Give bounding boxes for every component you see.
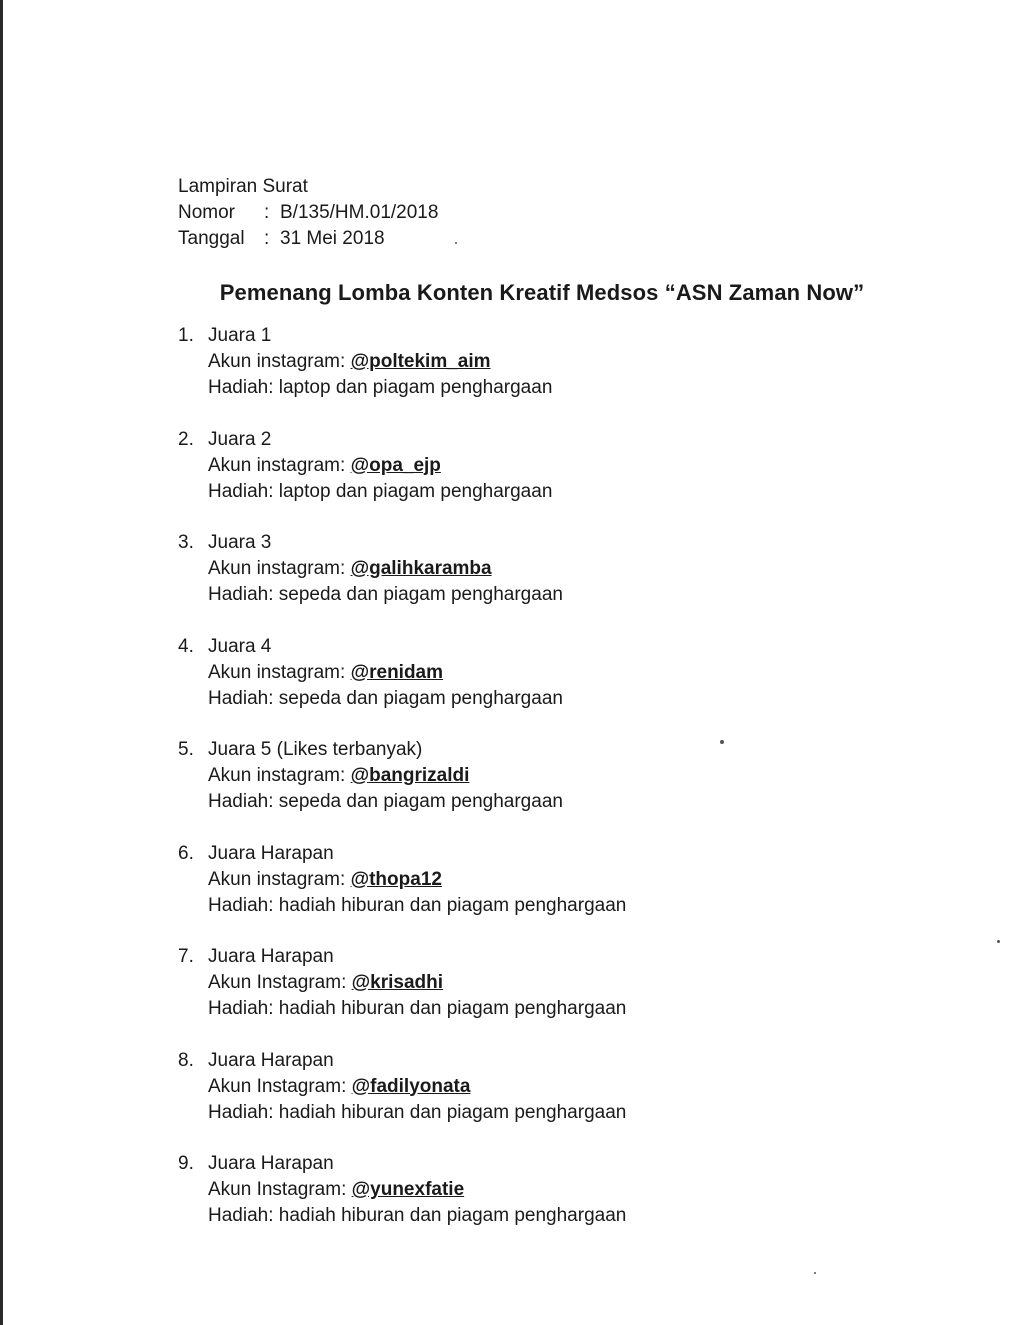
letter-header bbox=[178, 174, 438, 252]
winner-prize: Hadiah: sepeda dan piagam penghargaan bbox=[208, 687, 563, 709]
winner-number: 8. bbox=[178, 1049, 194, 1071]
tanggal-value: 31 Mei 2018 bbox=[280, 228, 385, 249]
document-title: Pemenang Lomba Konten Kreatif Medsos “ASN Zaman Now” bbox=[219, 280, 865, 305]
account-label: Akun instagram: bbox=[208, 765, 351, 786]
scan-speck bbox=[814, 1272, 816, 1274]
winner-account-line bbox=[208, 453, 552, 479]
header-nomor-row bbox=[178, 200, 438, 226]
winner-details bbox=[208, 841, 626, 945]
winner-details bbox=[208, 634, 563, 738]
instagram-handle: @opa_ejp bbox=[350, 454, 441, 476]
winner-rank: Juara 1 bbox=[208, 325, 272, 346]
tanggal-separator: : bbox=[264, 228, 270, 249]
tanggal-label: Tanggal bbox=[178, 228, 245, 249]
winner-details bbox=[208, 323, 552, 427]
winner-rank: Juara Harapan bbox=[208, 1049, 334, 1071]
winner-rank: Juara Harapan bbox=[208, 842, 334, 864]
winner-details bbox=[208, 737, 563, 841]
winner-prize: Hadiah: hadiah hiburan dan piagam penghargaan bbox=[208, 894, 627, 916]
nomor-value: B/135/HM.01/2018 bbox=[280, 202, 439, 223]
winner-prize: Hadiah: hadiah hiburan dan piagam penghargaan bbox=[208, 998, 627, 1019]
winner-number: 1. bbox=[178, 325, 194, 346]
winner-details bbox=[208, 944, 626, 1048]
account-label: Akun instagram: bbox=[208, 454, 351, 476]
account-label: Akun Instagram: bbox=[208, 972, 352, 993]
scan-edge bbox=[0, 0, 3, 1325]
winner-item bbox=[178, 1151, 626, 1255]
header-heading: Lampiran Surat bbox=[178, 176, 308, 197]
scan-speck bbox=[720, 740, 724, 744]
winner-rank: Juara 2 bbox=[208, 428, 272, 450]
winner-account-line bbox=[208, 867, 626, 893]
instagram-handle: @bangrizaldi bbox=[350, 765, 470, 786]
winner-prize: Hadiah: laptop dan piagam penghargaan bbox=[208, 480, 553, 502]
instagram-handle: @thopa12 bbox=[350, 868, 442, 890]
winner-account-line bbox=[208, 349, 552, 375]
winner-account-line bbox=[208, 763, 563, 789]
account-label: Akun instagram: bbox=[208, 661, 351, 683]
winner-number: 7. bbox=[178, 946, 194, 967]
winner-details bbox=[208, 1151, 626, 1255]
winner-rank: Juara 4 bbox=[208, 635, 272, 657]
nomor-separator: : bbox=[264, 202, 270, 223]
instagram-handle: @yunexfatie bbox=[351, 1179, 465, 1200]
winner-prize: Hadiah: hadiah hiburan dan piagam penghargaan bbox=[208, 1101, 627, 1123]
instagram-handle: @poltekim_aim bbox=[350, 351, 491, 372]
winner-account-line bbox=[208, 1074, 626, 1100]
winner-rank: Juara Harapan bbox=[208, 946, 334, 967]
winner-item bbox=[178, 737, 626, 841]
winner-number: 6. bbox=[178, 842, 194, 864]
winner-item bbox=[178, 323, 626, 427]
instagram-handle: @renidam bbox=[350, 661, 444, 683]
winner-number: 3. bbox=[178, 532, 194, 553]
winner-account-line bbox=[208, 556, 563, 582]
scan-speck bbox=[455, 242, 457, 244]
winner-item bbox=[178, 1048, 626, 1152]
winner-item bbox=[178, 841, 626, 945]
winner-list bbox=[178, 323, 626, 1255]
winner-rank: Juara 5 (Likes terbanyak) bbox=[208, 739, 423, 760]
winner-number: 2. bbox=[178, 428, 194, 450]
header-tanggal-row bbox=[178, 226, 438, 252]
account-label: Akun instagram: bbox=[208, 351, 351, 372]
header-heading-row bbox=[178, 174, 438, 200]
winner-item bbox=[178, 427, 626, 531]
winner-account-line bbox=[208, 1177, 626, 1203]
winner-item bbox=[178, 634, 626, 738]
instagram-handle: @galihkaramba bbox=[350, 558, 492, 579]
nomor-label: Nomor bbox=[178, 202, 236, 223]
winner-details bbox=[208, 427, 552, 531]
winner-number: 5. bbox=[178, 739, 194, 760]
winner-number: 4. bbox=[178, 635, 194, 657]
winner-account-line bbox=[208, 660, 563, 686]
winner-details bbox=[208, 1048, 626, 1152]
instagram-handle: @fadilyonata bbox=[351, 1075, 471, 1097]
winner-number: 9. bbox=[178, 1153, 194, 1174]
winner-rank: Juara Harapan bbox=[208, 1153, 334, 1174]
winner-rank: Juara 3 bbox=[208, 532, 272, 553]
account-label: Akun instagram: bbox=[208, 558, 351, 579]
winner-prize: Hadiah: sepeda dan piagam penghargaan bbox=[208, 584, 563, 605]
winner-item bbox=[178, 530, 626, 634]
winner-prize: Hadiah: laptop dan piagam penghargaan bbox=[208, 377, 553, 398]
account-label: Akun Instagram: bbox=[208, 1075, 352, 1097]
winner-prize: Hadiah: hadiah hiburan dan piagam penghargaan bbox=[208, 1205, 627, 1226]
scan-speck bbox=[997, 940, 1000, 943]
winner-details bbox=[208, 530, 563, 634]
winner-prize: Hadiah: sepeda dan piagam penghargaan bbox=[208, 791, 563, 812]
account-label: Akun Instagram: bbox=[208, 1179, 352, 1200]
account-label: Akun instagram: bbox=[208, 868, 351, 890]
winner-account-line bbox=[208, 970, 626, 996]
instagram-handle: @krisadhi bbox=[351, 972, 444, 993]
winner-item bbox=[178, 944, 626, 1048]
